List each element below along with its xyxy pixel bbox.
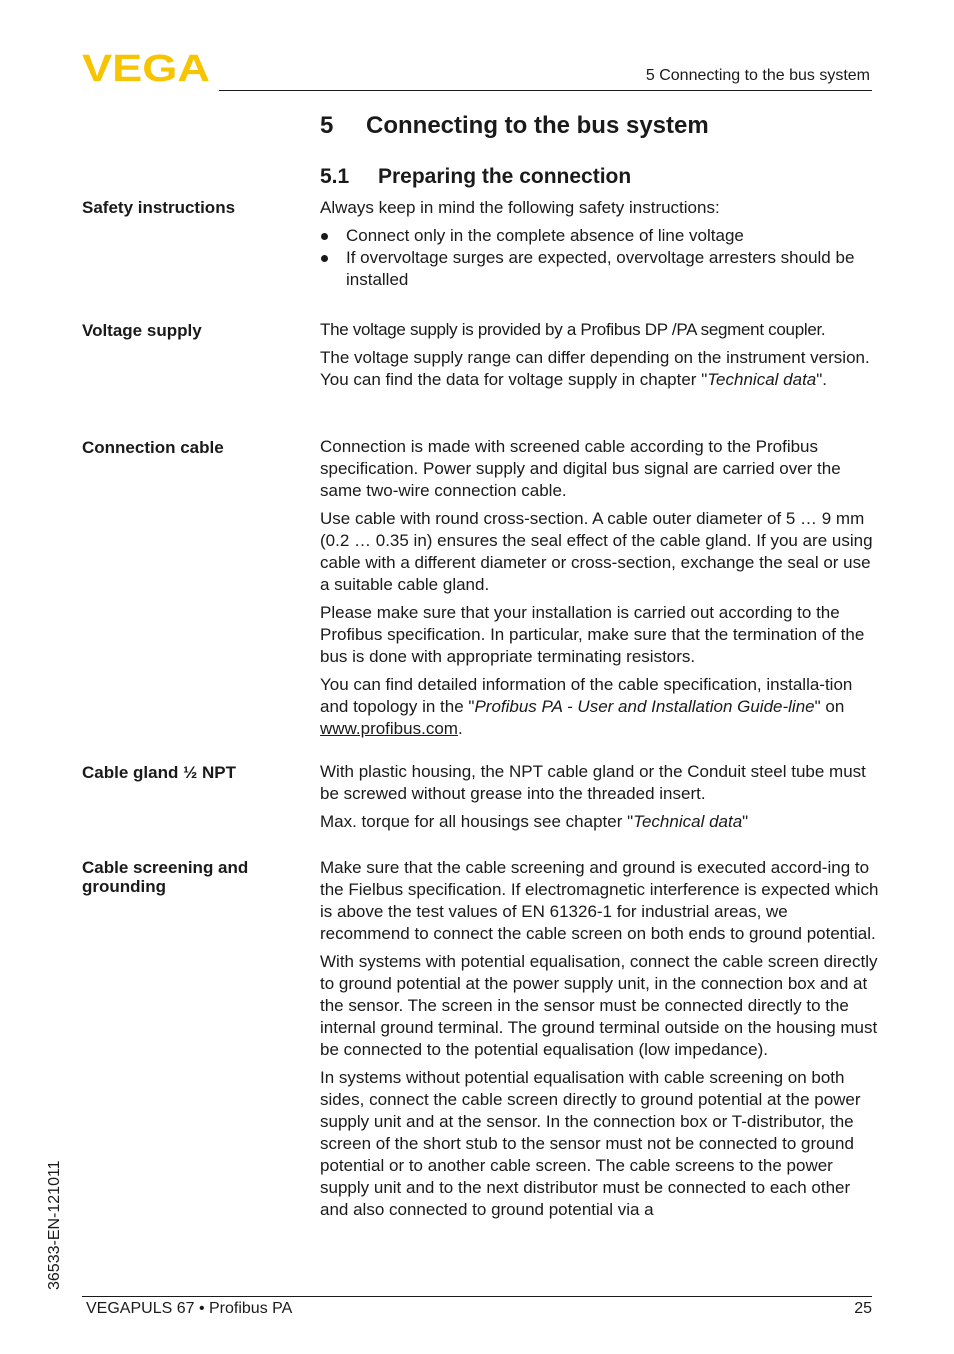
- footer-product: VEGAPULS 67 • Profibus PA: [86, 1300, 293, 1317]
- section-number: 5.1: [320, 165, 350, 188]
- section-heading: [320, 165, 631, 189]
- safety-list: [320, 225, 880, 291]
- screening-p2: With systems with potential equalisation, connect the cable screen directly to ground potential at the power supply unit, in the connection box and at the sensor. The screen in the sensor must be connected directly to the internal ground terminal. The ground terminal outside on the housing must be connected to the potential equalisation (low impedance).: [320, 952, 878, 1059]
- cable-p2: Use cable with round cross-section. A cable outer diameter of 5 … 9 mm (0.2 … 0.35 in) ensures the seal effect of the cable gland. If you are using cable with a different diameter or cross-section, exchange the seal or use a suitable cable gland.: [320, 509, 873, 594]
- cable-p4: You can find detailed information of the cable specification, installa-tion and topology in the "Profibus PA - User and Installation Guide-line" on www.profibus.com.: [320, 675, 853, 738]
- document-code: 36533-EN-121011: [46, 1160, 63, 1290]
- list-item: Connect only in the complete absence of line voltage: [320, 225, 880, 247]
- section-title: Preparing the connection: [378, 165, 632, 188]
- safety-block: [320, 197, 880, 291]
- footer-divider: [82, 1296, 872, 1297]
- margin-label-cable: Connection cable: [82, 438, 224, 457]
- chapter-title: Connecting to the bus system: [366, 112, 709, 139]
- vega-logo: [82, 52, 212, 84]
- gland-block: [320, 761, 880, 839]
- chapter-heading: [320, 112, 709, 140]
- chapter-number: 5: [320, 112, 334, 139]
- safety-intro: Always keep in mind the following safety instructions:: [320, 198, 720, 217]
- bullet-icon: [321, 255, 328, 262]
- margin-label-voltage: Voltage supply: [82, 321, 202, 340]
- voltage-block: [320, 319, 880, 397]
- gland-p2: Max. torque for all housings see chapter "Technical data": [320, 812, 749, 831]
- voltage-p2: The voltage supply range can differ depending on the instrument version. You can find the data for voltage supply in chapter "Technical data".: [320, 348, 870, 389]
- page-number: 25: [854, 1300, 872, 1317]
- profibus-link[interactable]: www.profibus.com: [320, 719, 458, 738]
- screening-p1: Make sure that the cable screening and ground is executed accord-ing to the Fielbus specification. If electromagnetic interference is expected which is above the test values of EN 61326-1 for industrial areas, we recommend to connect the cable screen on both ends to ground potential.: [320, 858, 879, 943]
- header-divider: [219, 90, 872, 91]
- gland-p1: With plastic housing, the NPT cable gland or the Conduit steel tube must be screwed without grease into the threaded insert.: [320, 762, 866, 803]
- screening-block: [320, 857, 880, 1227]
- voltage-p1: The voltage supply is provided by a Profibus DP /PA segment coupler.: [320, 320, 826, 339]
- cable-p1: Connection is made with screened cable according to the Profibus specification. Power supply and digital bus signal are carried over the same two-wire connection cable.: [320, 437, 841, 500]
- list-item: If overvoltage surges are expected, overvoltage arresters should be installed: [320, 247, 880, 291]
- margin-label-screening: Cable screening and grounding: [82, 858, 249, 896]
- logo-text: VEGA: [82, 52, 210, 84]
- bullet-icon: [321, 233, 328, 240]
- cable-p3: Please make sure that your installation is carried out according to the Profibus specification. In particular, make sure that the termination of the bus is done with appropriate terminating resistors.: [320, 603, 865, 666]
- cable-block: [320, 436, 880, 746]
- running-header: 5 Connecting to the bus system: [645, 67, 870, 84]
- margin-label-safety: Safety instructions: [82, 198, 236, 217]
- screening-p3: In systems without potential equalisation with cable screening on both sides, connect the cable screen directly to ground potential at the power supply unit and at the sensor. In the connection box or T-distributor, the screen of the short stub to the sensor must not be connected to ground potential or to another cable screen. The cable screens to the power supply unit and to the next distributor must be connected to each other and also connected to ground potential via a: [320, 1068, 861, 1219]
- margin-label-gland: Cable gland ½ NPT: [82, 763, 236, 782]
